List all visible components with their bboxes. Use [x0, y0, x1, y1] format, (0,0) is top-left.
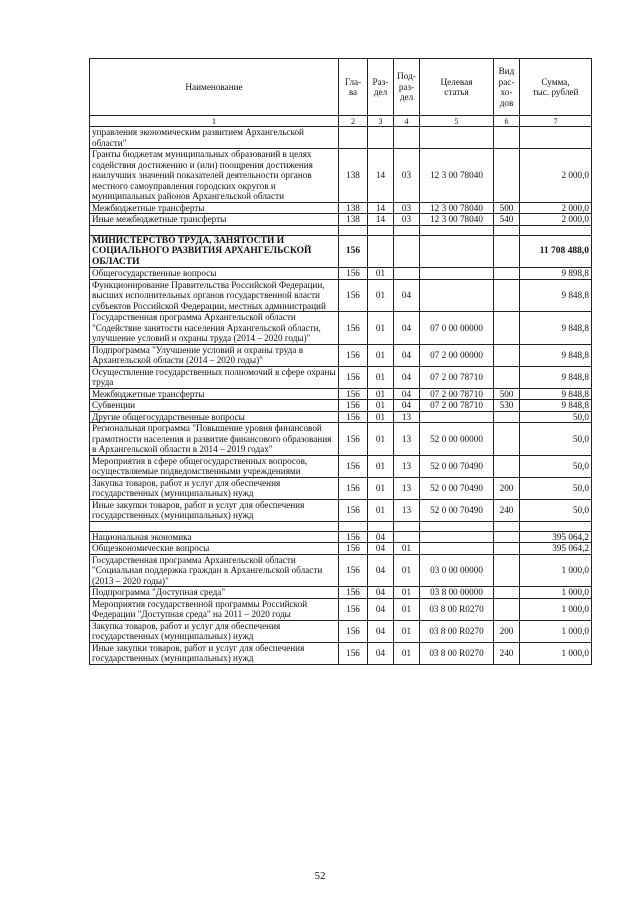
- row-celevaya: 03 8 00 R0270: [420, 620, 494, 642]
- row-celevaya: 03 0 00 00000: [420, 554, 494, 587]
- table-row: [90, 499, 592, 521]
- row-summa: 11 708 488,0: [520, 235, 592, 268]
- row-name: Межбюджетные трансферты: [90, 388, 339, 400]
- row-celevaya: [420, 268, 494, 280]
- row-vid: [494, 423, 520, 456]
- table-row: [90, 598, 592, 620]
- row-name: Закупка товаров, работ и услуг для обеспечения государственных (муниципальных) нужд: [90, 477, 339, 499]
- empty-cell: [494, 521, 520, 531]
- row-summa: 9 848,8: [520, 279, 592, 312]
- row-razdel: 04: [368, 598, 394, 620]
- row-glava: 156: [339, 268, 368, 280]
- row-razdel: 01: [368, 423, 394, 456]
- row-vid: [494, 455, 520, 477]
- row-summa: 395 064,2: [520, 531, 592, 543]
- row-razdel: 01: [368, 477, 394, 499]
- row-summa: 9 848,8: [520, 344, 592, 366]
- row-name: Государственная программа Архангельской области "Содействие занятости населения Архангельской области, улучшение условий и охраны труда (2014 – 2020 годы)": [90, 312, 339, 345]
- row-vid: [494, 531, 520, 543]
- row-celevaya: 07 2 00 78710: [420, 388, 494, 400]
- row-glava: 156: [339, 642, 368, 664]
- row-glava: 156: [339, 388, 368, 400]
- row-name: Общегосударственные вопросы: [90, 268, 339, 280]
- row-razdel: 01: [368, 366, 394, 388]
- col-header-name: Наименование: [90, 59, 339, 116]
- row-vid: 540: [494, 214, 520, 226]
- row-celevaya: 12 3 00 78040: [420, 214, 494, 226]
- spacer-row: [90, 521, 592, 531]
- row-vid: 240: [494, 499, 520, 521]
- row-summa: 2 000,0: [520, 149, 592, 203]
- row-name: Осуществление государственных полномочий в сфере охраны труда: [90, 366, 339, 388]
- row-celevaya: 52 0 00 70490: [420, 455, 494, 477]
- row-razdel: 04: [368, 642, 394, 664]
- row-celevaya: 12 3 00 78040: [420, 202, 494, 214]
- col-number: 2: [339, 116, 368, 127]
- row-vid: 500: [494, 388, 520, 400]
- row-glava: 156: [339, 477, 368, 499]
- table-row: [90, 366, 592, 388]
- row-glava: 138: [339, 149, 368, 203]
- row-podrazdel: 04: [394, 279, 420, 312]
- row-glava: 156: [339, 587, 368, 599]
- row-summa: 2 000,0: [520, 202, 592, 214]
- row-name: МИНИСТЕРСТВО ТРУДА, ЗАНЯТОСТИ И СОЦИАЛЬНОГО РАЗВИТИЯ АРХАНГЕЛЬСКОЙ ОБЛАСТИ: [90, 235, 339, 268]
- row-razdel: 14: [368, 202, 394, 214]
- empty-cell: [494, 225, 520, 235]
- row-summa: 395 064,2: [520, 543, 592, 555]
- row-vid: 500: [494, 202, 520, 214]
- row-summa: 9 848,8: [520, 388, 592, 400]
- row-name: Межбюджетные трансферты: [90, 202, 339, 214]
- row-celevaya: 07 2 00 00000: [420, 344, 494, 366]
- table-row: [90, 400, 592, 412]
- row-podrazdel: 01: [394, 543, 420, 555]
- row-summa: 9 848,8: [520, 400, 592, 412]
- table-row: [90, 455, 592, 477]
- empty-cell: [420, 225, 494, 235]
- row-glava: 156: [339, 279, 368, 312]
- table-row: [90, 149, 592, 203]
- row-podrazdel: [394, 127, 420, 149]
- row-razdel: [368, 127, 394, 149]
- row-name: Национальная экономика: [90, 531, 339, 543]
- table-body: [90, 127, 592, 665]
- row-razdel: 01: [368, 499, 394, 521]
- row-summa: 2 000,0: [520, 214, 592, 226]
- row-celevaya: 07 0 00 00000: [420, 312, 494, 345]
- empty-cell: [368, 521, 394, 531]
- row-summa: 1 000,0: [520, 642, 592, 664]
- row-vid: [494, 344, 520, 366]
- row-vid: [494, 127, 520, 149]
- row-razdel: 04: [368, 587, 394, 599]
- table-row: [90, 127, 592, 149]
- row-razdel: 04: [368, 620, 394, 642]
- row-name: Общеэкономические вопросы: [90, 543, 339, 555]
- row-celevaya: 03 8 00 R0270: [420, 598, 494, 620]
- row-podrazdel: 03: [394, 202, 420, 214]
- col-number: 5: [420, 116, 494, 127]
- budget-table: [89, 58, 592, 665]
- row-name: Субвенции: [90, 400, 339, 412]
- row-podrazdel: 01: [394, 554, 420, 587]
- row-celevaya: 52 0 00 70490: [420, 477, 494, 499]
- table-row: [90, 620, 592, 642]
- row-vid: [494, 268, 520, 280]
- row-vid: 200: [494, 477, 520, 499]
- row-celevaya: 03 8 00 R0270: [420, 642, 494, 664]
- row-podrazdel: 04: [394, 344, 420, 366]
- empty-cell: [90, 521, 339, 531]
- col-number: 1: [90, 116, 339, 127]
- row-glava: 156: [339, 400, 368, 412]
- row-name: управления экономическим развитием Архангельской области": [90, 127, 339, 149]
- table-row: [90, 235, 592, 268]
- row-summa: 1 000,0: [520, 620, 592, 642]
- row-razdel: 01: [368, 344, 394, 366]
- row-podrazdel: 13: [394, 411, 420, 423]
- row-summa: 1 000,0: [520, 587, 592, 599]
- row-name: Подпрограмма "Улучшение условий и охраны труда в Архангельской области (2014 – 2020 годы)": [90, 344, 339, 366]
- row-podrazdel: 04: [394, 312, 420, 345]
- row-celevaya: 12 3 00 78040: [420, 149, 494, 203]
- row-vid: 240: [494, 642, 520, 664]
- row-razdel: [368, 235, 394, 268]
- row-podrazdel: 01: [394, 598, 420, 620]
- row-summa: 50,0: [520, 455, 592, 477]
- row-celevaya: [420, 127, 494, 149]
- row-podrazdel: 03: [394, 149, 420, 203]
- row-summa: 1 000,0: [520, 554, 592, 587]
- row-glava: [339, 127, 368, 149]
- table-row: [90, 477, 592, 499]
- row-razdel: 01: [368, 388, 394, 400]
- row-podrazdel: 01: [394, 642, 420, 664]
- row-celevaya: 07 2 00 78710: [420, 400, 494, 412]
- row-podrazdel: 13: [394, 455, 420, 477]
- table-row: [90, 344, 592, 366]
- row-razdel: 01: [368, 312, 394, 345]
- row-podrazdel: 04: [394, 388, 420, 400]
- row-name: Гранты бюджетам муниципальных образований в целях содействия достижению и (или) поощрения достижения наилучших значений показателей деятельности органов местного самоуправления городских округов и муниципальных районов Архангельской области: [90, 149, 339, 203]
- table-row: [90, 531, 592, 543]
- row-razdel: 14: [368, 214, 394, 226]
- row-razdel: 04: [368, 531, 394, 543]
- table-row: [90, 411, 592, 423]
- row-vid: [494, 366, 520, 388]
- col-number: 7: [520, 116, 592, 127]
- row-vid: [494, 235, 520, 268]
- row-glava: 156: [339, 543, 368, 555]
- table-row: [90, 642, 592, 664]
- row-celevaya: 52 0 00 70490: [420, 499, 494, 521]
- table-row: [90, 543, 592, 555]
- row-celevaya: [420, 411, 494, 423]
- row-name: Иные закупки товаров, работ и услуг для обеспечения государственных (муниципальных) нужд: [90, 499, 339, 521]
- row-glava: 156: [339, 499, 368, 521]
- row-podrazdel: 03: [394, 214, 420, 226]
- row-podrazdel: 13: [394, 477, 420, 499]
- table-row: [90, 423, 592, 456]
- col-number: 6: [494, 116, 520, 127]
- row-summa: 9 848,8: [520, 366, 592, 388]
- row-glava: 156: [339, 455, 368, 477]
- row-name: Подпрограмма "Доступная среда": [90, 587, 339, 599]
- row-podrazdel: 13: [394, 499, 420, 521]
- row-glava: 156: [339, 344, 368, 366]
- row-razdel: 01: [368, 455, 394, 477]
- row-glava: 156: [339, 411, 368, 423]
- row-name: Функционирование Правительства Российской Федерации, высших исполнительных органов государственной власти субъектов Российской Федерации, местных администраций: [90, 279, 339, 312]
- empty-cell: [368, 225, 394, 235]
- row-name: Иные межбюджетные трансферты: [90, 214, 339, 226]
- column-number-row: [90, 116, 592, 127]
- row-razdel: 04: [368, 554, 394, 587]
- table-row: [90, 202, 592, 214]
- empty-cell: [90, 225, 339, 235]
- row-vid: [494, 312, 520, 345]
- row-celevaya: [420, 543, 494, 555]
- row-vid: [494, 598, 520, 620]
- row-glava: 156: [339, 531, 368, 543]
- row-glava: 156: [339, 366, 368, 388]
- row-razdel: 01: [368, 268, 394, 280]
- row-glava: 156: [339, 554, 368, 587]
- row-summa: 50,0: [520, 411, 592, 423]
- empty-cell: [520, 521, 592, 531]
- col-header-celevaya: Целевая статья: [420, 59, 494, 116]
- row-glava: 138: [339, 214, 368, 226]
- row-glava: 156: [339, 620, 368, 642]
- row-celevaya: 07 2 00 78710: [420, 366, 494, 388]
- row-razdel: 04: [368, 543, 394, 555]
- empty-cell: [394, 225, 420, 235]
- table-row: [90, 587, 592, 599]
- row-glava: 156: [339, 235, 368, 268]
- row-razdel: 01: [368, 279, 394, 312]
- table-row: [90, 268, 592, 280]
- row-vid: [494, 587, 520, 599]
- table-row: [90, 279, 592, 312]
- row-vid: 200: [494, 620, 520, 642]
- row-glava: 156: [339, 312, 368, 345]
- row-razdel: 14: [368, 149, 394, 203]
- row-celevaya: [420, 235, 494, 268]
- row-glava: 156: [339, 598, 368, 620]
- row-podrazdel: [394, 531, 420, 543]
- row-celevaya: [420, 279, 494, 312]
- col-number: 3: [368, 116, 394, 127]
- page-number: 52: [314, 870, 326, 882]
- row-summa: 9 898,8: [520, 268, 592, 280]
- table-row: [90, 312, 592, 345]
- row-podrazdel: 01: [394, 587, 420, 599]
- row-name: Региональная программа "Повышение уровня финансовой грамотности населения и развитие финансового образования в Архангельской области в 2014 – 2019 годах": [90, 423, 339, 456]
- row-celevaya: 52 0 00 00000: [420, 423, 494, 456]
- row-celevaya: [420, 531, 494, 543]
- row-summa: 50,0: [520, 477, 592, 499]
- row-razdel: 01: [368, 411, 394, 423]
- row-vid: 530: [494, 400, 520, 412]
- empty-cell: [394, 521, 420, 531]
- row-glava: 156: [339, 423, 368, 456]
- row-razdel: 01: [368, 400, 394, 412]
- empty-cell: [339, 521, 368, 531]
- col-header-razdel: Раз- дел: [368, 59, 394, 116]
- row-name: Закупка товаров, работ и услуг для обеспечения государственных (муниципальных) нужд: [90, 620, 339, 642]
- row-podrazdel: 04: [394, 366, 420, 388]
- col-header-summa: Сумма, тыс. рублей: [520, 59, 592, 116]
- spacer-row: [90, 225, 592, 235]
- row-summa: 50,0: [520, 423, 592, 456]
- table-row: [90, 214, 592, 226]
- row-vid: [494, 411, 520, 423]
- row-vid: [494, 554, 520, 587]
- row-glava: 138: [339, 202, 368, 214]
- row-name: Иные закупки товаров, работ и услуг для обеспечения государственных (муниципальных) нужд: [90, 642, 339, 664]
- row-podrazdel: 01: [394, 620, 420, 642]
- empty-cell: [520, 225, 592, 235]
- col-number: 4: [394, 116, 420, 127]
- row-podrazdel: 04: [394, 400, 420, 412]
- row-celevaya: 03 8 00 00000: [420, 587, 494, 599]
- row-name: Государственная программа Архангельской области "Социальная поддержка граждан в Архангельской области (2013 – 2020 годы)": [90, 554, 339, 587]
- row-podrazdel: [394, 235, 420, 268]
- col-header-vid: Вид рас- хо- дов: [494, 59, 520, 116]
- header-row: [90, 59, 592, 116]
- row-podrazdel: [394, 268, 420, 280]
- row-vid: [494, 279, 520, 312]
- row-name: Мероприятия государственной программы Российской Федерации "Доступная среда" на 2011 – 2020 годы: [90, 598, 339, 620]
- row-vid: [494, 543, 520, 555]
- row-name: Мероприятия в сфере общегосударственных вопросов, осуществляемые подведомственными учреждениями: [90, 455, 339, 477]
- row-vid: [494, 149, 520, 203]
- row-summa: [520, 127, 592, 149]
- empty-cell: [339, 225, 368, 235]
- row-name: Другие общегосударственные вопросы: [90, 411, 339, 423]
- col-header-glava: Гла- ва: [339, 59, 368, 116]
- empty-cell: [420, 521, 494, 531]
- col-header-podrazdel: Под- раз- дел: [394, 59, 420, 116]
- row-summa: 1 000,0: [520, 598, 592, 620]
- row-podrazdel: 13: [394, 423, 420, 456]
- table-row: [90, 388, 592, 400]
- table-row: [90, 554, 592, 587]
- row-summa: 50,0: [520, 499, 592, 521]
- row-summa: 9 848,8: [520, 312, 592, 345]
